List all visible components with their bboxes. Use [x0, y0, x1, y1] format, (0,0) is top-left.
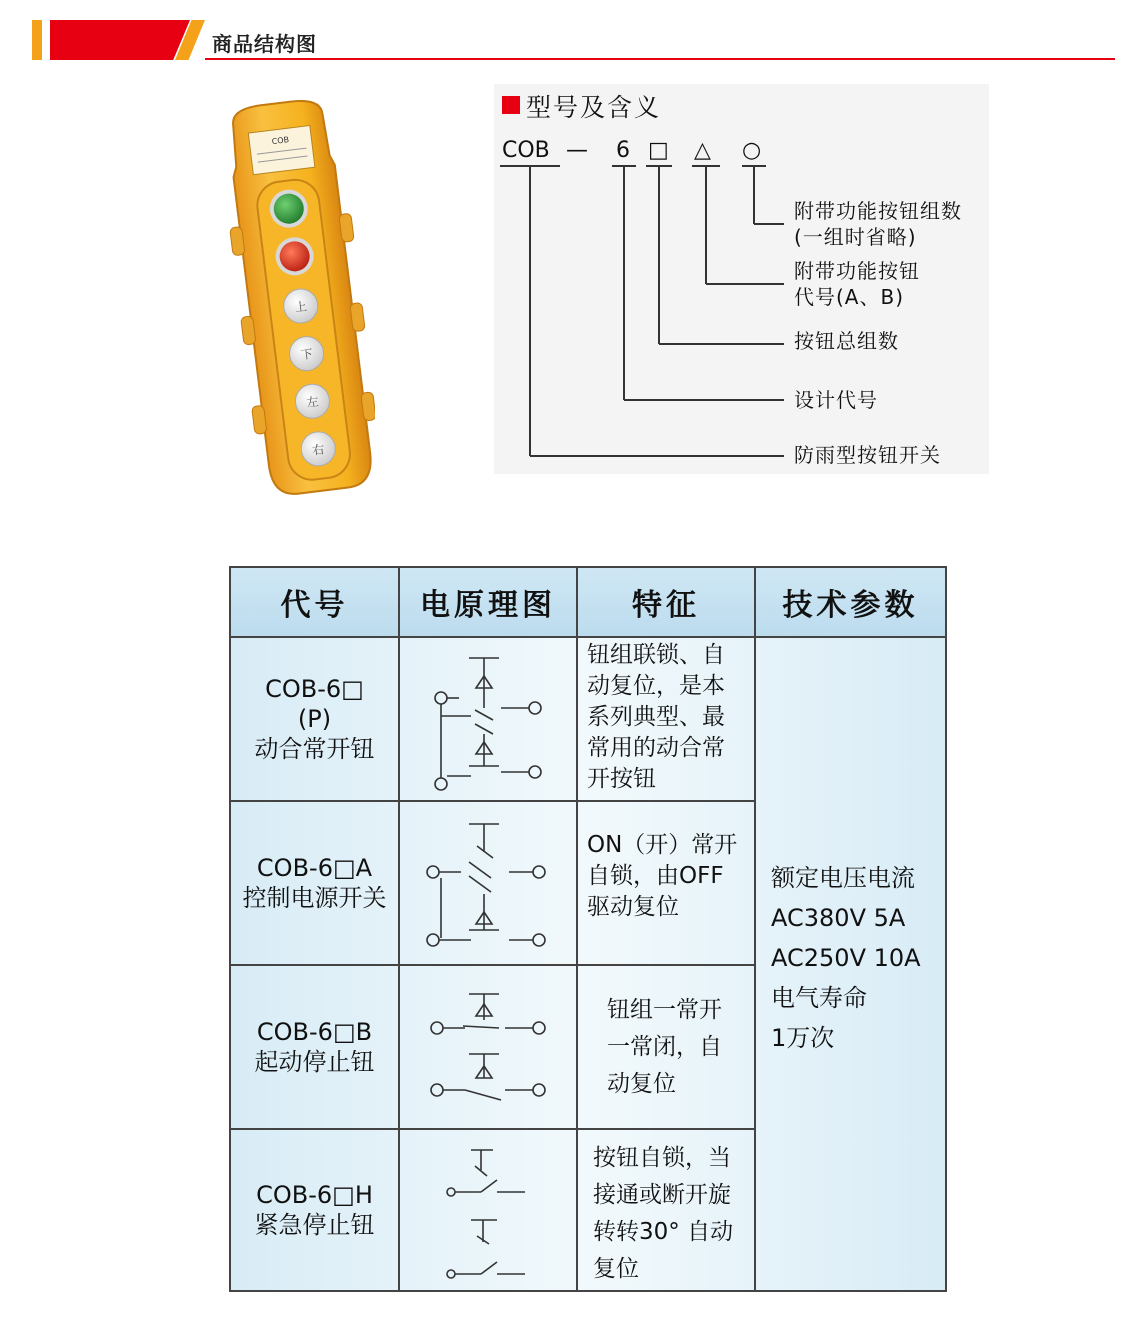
- header-code: 代号: [231, 568, 398, 636]
- svg-text:左: 左: [305, 394, 320, 410]
- table-row-feature: 钮组一常开 一常闭，自 动复位: [607, 997, 722, 1097]
- brand-label: COB: [271, 135, 290, 147]
- desc-function-count: 附带功能按钮组数 (一组时省略): [794, 199, 962, 249]
- model-title: 型号及含义: [526, 93, 662, 122]
- header-params: 技术参数: [756, 568, 945, 636]
- spec-table: [229, 566, 947, 1292]
- circuit-diagram-p: [401, 638, 575, 800]
- desc-total-groups: 按钮总组数: [794, 329, 899, 353]
- table-row-code: COB-6□A 控制电源开关: [242, 854, 387, 912]
- header-orange-bar: [32, 20, 42, 60]
- table-row-feature: 按钮自锁，当 接通或断开旋 转转30° 自动 复位: [593, 1145, 734, 1282]
- code-box-symbol: □: [648, 138, 669, 163]
- circuit-diagram-b: [401, 966, 575, 1128]
- code-six: 6: [616, 138, 630, 163]
- desc-function-code: 附带功能按钮 代号(A、B): [794, 259, 920, 309]
- red-square-icon: [502, 96, 520, 114]
- header-feature: 特征: [578, 568, 754, 636]
- table-row-feature: ON（开）常开 自锁，由OFF 驱动复位: [587, 832, 738, 920]
- product-image: [225, 100, 375, 500]
- section-title: 商品结构图: [212, 32, 317, 56]
- model-meaning-diagram: [494, 84, 989, 474]
- circuit-diagram-a: [401, 802, 575, 964]
- code-dash: —: [566, 138, 588, 163]
- svg-text:右: 右: [311, 442, 326, 458]
- circuit-diagram-h: [401, 1130, 575, 1290]
- table-row-feature: 钮组联锁、自 动复位，是本 系列典型、最 常用的动合常 开按钮: [587, 642, 725, 792]
- svg-text:下: 下: [299, 346, 314, 363]
- code-prefix: COB: [502, 138, 550, 163]
- desc-design-code: 设计代号: [794, 388, 878, 412]
- table-row-code: COB-6□ (P) 动合常开钮: [254, 675, 375, 763]
- code-circle-symbol: ○: [742, 138, 762, 163]
- header-underline: [205, 58, 1115, 60]
- svg-text:上: 上: [294, 299, 308, 315]
- code-triangle-symbol: △: [694, 138, 711, 163]
- header-circuit: 电原理图: [400, 568, 576, 636]
- tech-params: 额定电压电流 AC380V 5A AC250V 10A 电气寿命 1万次: [771, 864, 921, 1052]
- section-header: [0, 0, 1145, 70]
- desc-rainproof-switch: 防雨型按钮开关: [794, 443, 941, 467]
- header-red-bar: [50, 20, 190, 60]
- table-row-code: COB-6□B 起动停止钮: [254, 1018, 375, 1076]
- table-row-code: COB-6□H 紧急停止钮: [254, 1181, 375, 1239]
